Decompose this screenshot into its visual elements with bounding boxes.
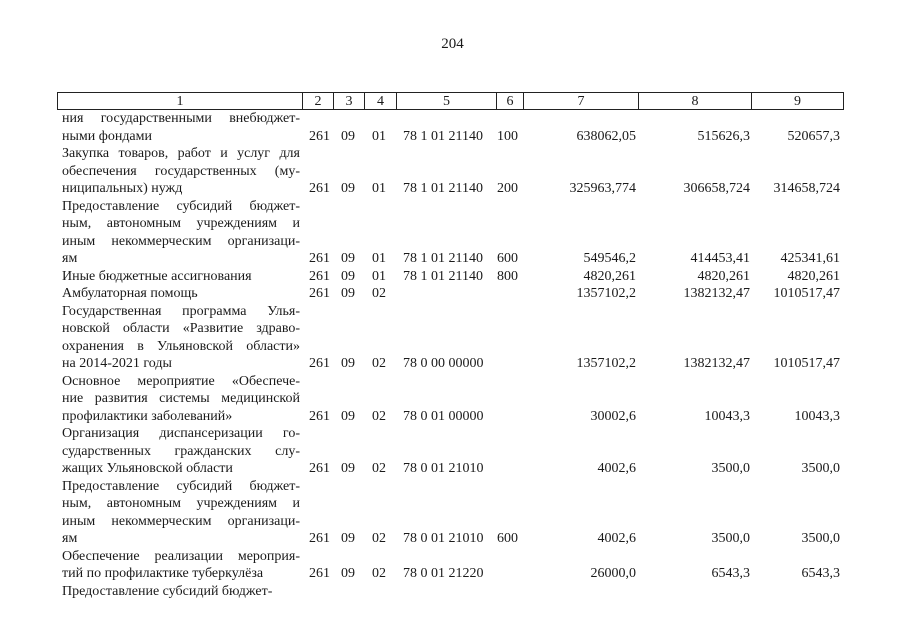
row-description (62, 145, 300, 198)
cell-c9: 6543,3 (801, 566, 840, 581)
cell-c3: 09 (341, 181, 355, 196)
header-col-2: 2 (303, 93, 334, 109)
cell-c5: 78 1 01 21140 (403, 181, 483, 196)
cell-c3: 09 (341, 128, 355, 144)
cell-c8: 3500,0 (711, 461, 750, 476)
description-line: на 2014-2021 годы (62, 356, 172, 371)
cell-c6: 800 (497, 268, 518, 284)
cell-c9: 4820,261 (787, 268, 840, 284)
cell-c9: 1010517,47 (773, 286, 840, 301)
description-line: ными фондами (62, 128, 153, 144)
cell-c4: 01 (372, 268, 386, 284)
row-description (62, 548, 300, 583)
description-line: охранения в Ульяновской области» (62, 338, 300, 354)
row-description (62, 268, 300, 286)
header-col-5: 5 (397, 93, 497, 109)
description-line: новской области «Развитие здраво- (62, 321, 300, 336)
cell-c2: 261 (309, 268, 330, 284)
header-col-1: 1 (58, 93, 303, 109)
row-description (62, 198, 300, 268)
table-header (57, 92, 844, 110)
cell-c4: 02 (372, 461, 386, 476)
cell-c6: 600 (497, 531, 518, 546)
cell-c5: 78 0 00 00000 (403, 356, 484, 371)
cell-c7: 549546,2 (583, 251, 636, 266)
row-description (62, 303, 300, 373)
cell-c8: 10043,3 (704, 408, 750, 424)
cell-c2: 261 (309, 356, 330, 371)
description-line: обеспечения государственных (му- (62, 163, 300, 179)
cell-c8: 306658,724 (683, 181, 750, 196)
header-col-4: 4 (365, 93, 397, 109)
description-line: ям (62, 251, 78, 266)
cell-c3: 09 (341, 408, 355, 424)
row-description (62, 373, 300, 426)
cell-c2: 261 (309, 566, 330, 581)
cell-c6: 100 (497, 128, 518, 144)
header-col-9: 9 (794, 94, 801, 109)
page-number: 204 (441, 36, 464, 52)
cell-c6: 600 (497, 251, 518, 266)
cell-c8: 4820,261 (697, 268, 750, 284)
description-line: профилактики заболеваний» (62, 408, 233, 424)
description-line: Иные бюджетные ассигнования (62, 268, 252, 284)
cell-c9: 314658,724 (773, 181, 840, 196)
description-line: ние развития системы медицинской (62, 391, 300, 406)
cell-c8: 414453,41 (690, 251, 750, 266)
cell-c2: 261 (309, 128, 330, 144)
cell-c6: 200 (497, 181, 518, 196)
cell-c3: 09 (341, 356, 355, 371)
cell-c8: 6543,3 (711, 566, 750, 581)
cell-c9: 3500,0 (801, 461, 840, 476)
cell-c7: 325963,774 (569, 181, 636, 196)
cell-c5: 78 1 01 21140 (403, 268, 483, 284)
description-line: ным, автономным учреждениям и (62, 216, 300, 231)
cell-c9: 425341,61 (780, 251, 840, 266)
header-col-7: 7 (524, 93, 639, 109)
description-line: Предоставление субсидий бюджет- (62, 583, 273, 599)
description-line: жащих Ульяновской области (62, 461, 233, 476)
description-line: тий по профилактике туберкулёза (62, 566, 264, 581)
cell-c5: 78 1 01 21140 (403, 128, 483, 144)
cell-c4: 02 (372, 531, 386, 546)
cell-c3: 09 (341, 251, 355, 266)
cell-c5: 78 0 01 00000 (403, 408, 484, 424)
cell-c7: 30002,6 (590, 408, 636, 424)
cell-c3: 09 (341, 531, 355, 546)
description-line: Предоставление субсидий бюджет- (62, 478, 300, 494)
cell-c4: 02 (372, 286, 386, 301)
cell-c2: 261 (309, 461, 330, 476)
description-line: Закупка товаров, работ и услуг для (62, 146, 300, 161)
description-line: ния государственными внебюджет- (62, 111, 300, 126)
cell-c8: 515626,3 (697, 128, 750, 144)
cell-c7: 4002,6 (597, 531, 636, 546)
cell-c8: 3500,0 (711, 531, 750, 546)
description-line: иным некоммерческим организаци- (62, 513, 300, 529)
row-description (62, 285, 300, 303)
cell-c8: 1382132,47 (683, 286, 750, 301)
row-description (62, 110, 300, 145)
header-col-8: 8 (639, 93, 752, 109)
cell-c7: 4820,261 (583, 268, 636, 284)
cell-c5: 78 0 01 21010 (403, 461, 484, 476)
header-col-3: 3 (334, 93, 365, 109)
cell-c3: 09 (341, 461, 355, 476)
cell-c2: 261 (309, 531, 330, 546)
description-line: Организация диспансеризации го- (62, 426, 300, 441)
cell-c7: 1357102,2 (576, 356, 636, 371)
cell-c9: 3500,0 (801, 531, 840, 546)
description-line: ниципальных) нужд (62, 181, 183, 196)
cell-c7: 1357102,2 (576, 286, 636, 301)
cell-c4: 01 (372, 128, 386, 144)
cell-c4: 01 (372, 251, 386, 266)
cell-c3: 09 (341, 286, 355, 301)
header-col-6: 6 (497, 93, 524, 109)
cell-c3: 09 (341, 566, 355, 581)
cell-c2: 261 (309, 251, 330, 266)
cell-c9: 520657,3 (787, 128, 840, 144)
cell-c2: 261 (309, 286, 330, 301)
cell-c2: 261 (309, 181, 330, 196)
cell-c4: 02 (372, 356, 386, 371)
row-description (62, 425, 300, 478)
cell-c7: 26000,0 (590, 566, 636, 581)
description-line: Государственная программа Улья- (62, 303, 300, 319)
cell-c5: 78 0 01 21010 (403, 531, 484, 546)
cell-c4: 02 (372, 408, 386, 424)
cell-c5: 78 0 01 21220 (403, 566, 484, 581)
cell-c9: 1010517,47 (773, 356, 840, 371)
cell-c2: 261 (309, 408, 330, 424)
description-line: иным некоммерческим организаци- (62, 233, 300, 249)
cell-c8: 1382132,47 (683, 356, 750, 371)
row-description (62, 583, 300, 601)
description-line: Основное мероприятие «Обеспече- (62, 373, 300, 389)
description-line: ям (62, 531, 78, 546)
cell-c5: 78 1 01 21140 (403, 251, 483, 266)
cell-c9: 10043,3 (794, 408, 840, 424)
row-description (62, 478, 300, 548)
cell-c4: 01 (372, 181, 386, 196)
cell-c3: 09 (341, 268, 355, 284)
cell-c7: 4002,6 (597, 461, 636, 476)
description-line: ным, автономным учреждениям и (62, 496, 300, 511)
description-line: сударственных гражданских слу- (62, 443, 300, 459)
cell-c7: 638062,05 (576, 128, 636, 144)
cell-c4: 02 (372, 566, 386, 581)
description-line: Предоставление субсидий бюджет- (62, 198, 300, 214)
description-line: Амбулаторная помощь (62, 286, 198, 301)
description-line: Обеспечение реализации мероприя- (62, 548, 300, 564)
